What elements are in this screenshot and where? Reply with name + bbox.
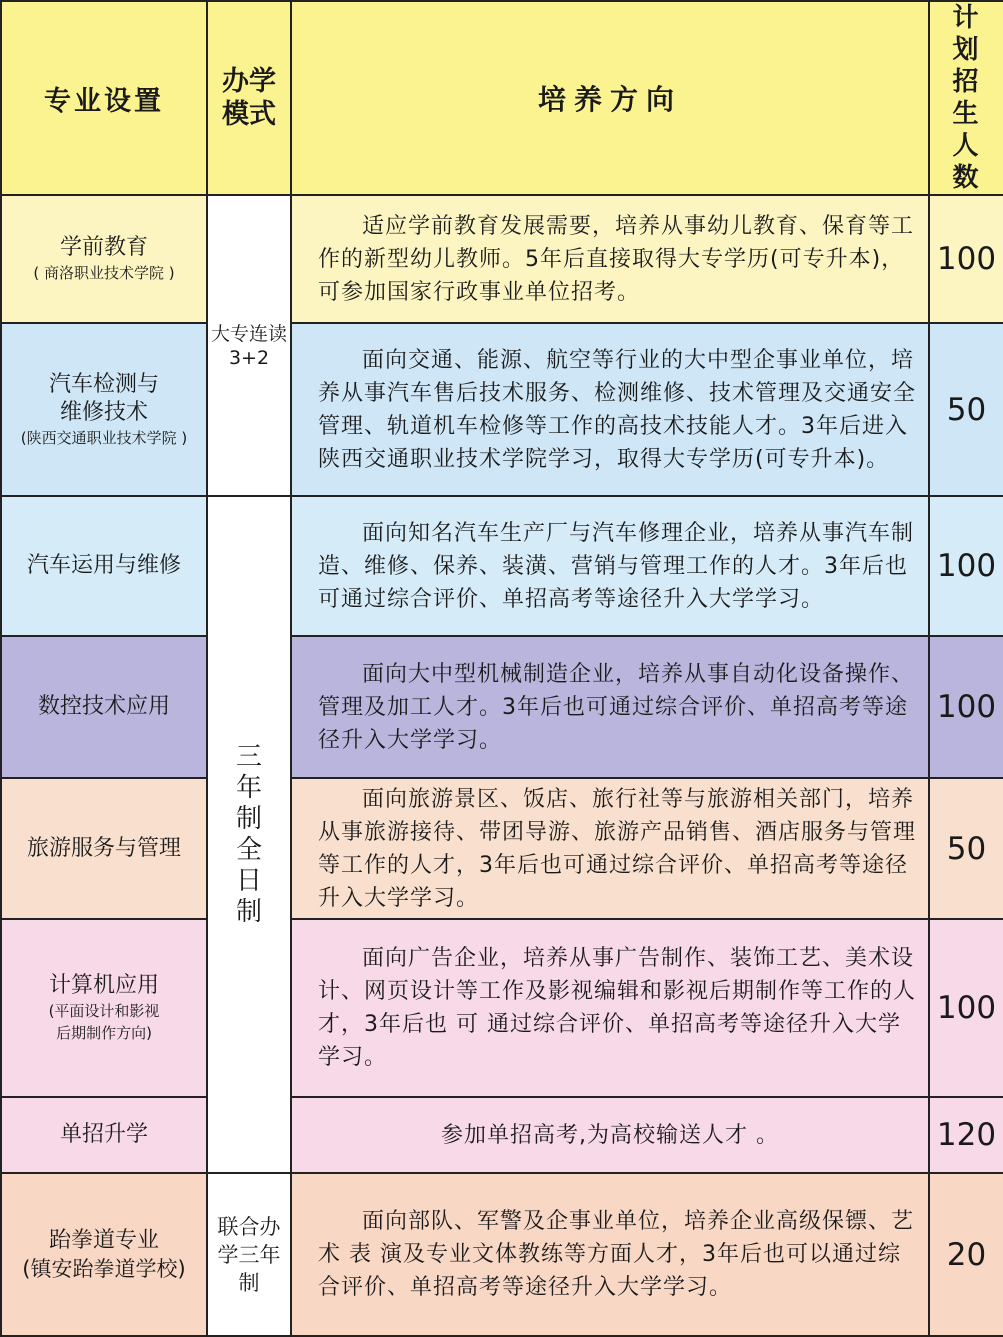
major-cell: [1, 195, 207, 323]
major-name: 汽车运用与维修: [26, 553, 181, 578]
direction-cell: 面向旅游景区、饭店、旅行社等与旅游相关部门，培养从事旅游接待、带团导游、旅游产品销售、酒店服务与管理等工作的人才，3年后也可通过综合评价、单招高考等途径升入大学学习。: [291, 778, 929, 919]
table-row: [1, 636, 1003, 778]
plan-cell: 100: [929, 919, 1003, 1097]
direction-cell: 面向部队、军警及企事业单位，培养企业高级保镖、艺 术 表 演及专业文体教练等方面人才，3年后也可以通过综合评价、单招高考等途径升入大学学习。: [291, 1173, 929, 1336]
header-plan-text: 计划招生人数: [952, 3, 981, 193]
major-name: 汽车检测与维修技术: [48, 371, 159, 425]
plan-cell: 50: [929, 323, 1003, 496]
major-school: (陕西交通职业技术学院 ): [20, 428, 188, 447]
plan-cell: 100: [929, 195, 1003, 323]
major-name: 跆拳道专业: [48, 1227, 159, 1253]
plan-cell: 20: [929, 1173, 1003, 1336]
major-school: (镇安跆拳道学校): [22, 1256, 186, 1281]
header-row: [1, 1, 1003, 195]
mode-cell-joint: [207, 1173, 291, 1336]
major-name: 旅游服务与管理: [26, 835, 181, 861]
plan-cell: 100: [929, 496, 1003, 636]
major-name: 计算机应用: [48, 973, 159, 998]
header-plan: [929, 1, 1003, 195]
major-cell: [1, 323, 207, 496]
major-cell: [1, 496, 207, 636]
direction-cell: 面向交通、能源、航空等行业的大中型企事业单位，培养从事汽车售后技术服务、检测维修、技术管理及交通安全管理、轨道机车检修等工作的高技术技能人才。3年后进入陕西交通职业技术学院学习，取得大专学历(可专升本)。: [291, 323, 929, 496]
direction-cell: 面向广告企业，培养从事广告制作、装饰工艺、美术设计、网页设计等工作及影视编辑和影视后期制作等工作的人才，3年后也 可 通过综合评价、单招高考等途径升入大学学习。: [291, 919, 929, 1097]
direction-cell: 适应学前教育发展需要，培养从事幼儿教育、保育等工作的新型幼儿教师。5年后直接取得大专学历(可专升本)，可参加国家行政事业单位招考。: [291, 195, 929, 323]
mode-text-3plus2: 大专连读3+2: [210, 322, 287, 369]
mode-text-joint: 联合办学三年制: [217, 1214, 281, 1295]
plan-cell: 50: [929, 778, 1003, 919]
major-cell: [1, 1173, 207, 1336]
table-row: [1, 496, 1003, 636]
major-school: ( 商洛职业技术学院 ): [33, 264, 175, 282]
direction-cell: 面向知名汽车生产厂与汽车修理企业，培养从事汽车制造、维修、保养、装潢、营销与管理工作的人才。3年后也可通过综合评价、单招高考等途径升入大学学习。: [291, 496, 929, 636]
major-name: 学前教育: [59, 235, 148, 260]
table-row: [1, 195, 1003, 323]
major-cell: [1, 919, 207, 1097]
mode-text-fulltime: 三年制全日制: [235, 741, 262, 927]
direction-cell: 面向大中型机械制造企业，培养从事自动化设备操作、管理及加工人才。3年后也可通过综合评价、单招高考等途径升入大学学习。: [291, 636, 929, 778]
plan-cell: 100: [929, 636, 1003, 778]
table-row: [1, 1097, 1003, 1173]
major-name: 数控技术应用: [37, 694, 170, 719]
plan-cell: 120: [929, 1097, 1003, 1173]
major-name: 单招升学: [59, 1122, 148, 1147]
header-mode-text: 办学模式: [222, 66, 276, 130]
header-direction: 培养方向: [291, 1, 929, 195]
table-row: [1, 323, 1003, 496]
table-row: [1, 1173, 1003, 1336]
major-cell: [1, 778, 207, 919]
mode-cell-3plus2: [207, 195, 291, 496]
mode-cell-fulltime: [207, 496, 291, 1173]
major-direction-note: (平面设计和影视后期制作方向): [48, 1002, 160, 1042]
major-cell: [1, 1097, 207, 1173]
direction-cell: 参加单招高考,为高校输送人才 。: [291, 1097, 929, 1173]
table-row: [1, 919, 1003, 1097]
table-row: [1, 778, 1003, 919]
header-mode: [207, 1, 291, 195]
header-major: 专业设置: [1, 1, 207, 195]
major-cell: [1, 636, 207, 778]
